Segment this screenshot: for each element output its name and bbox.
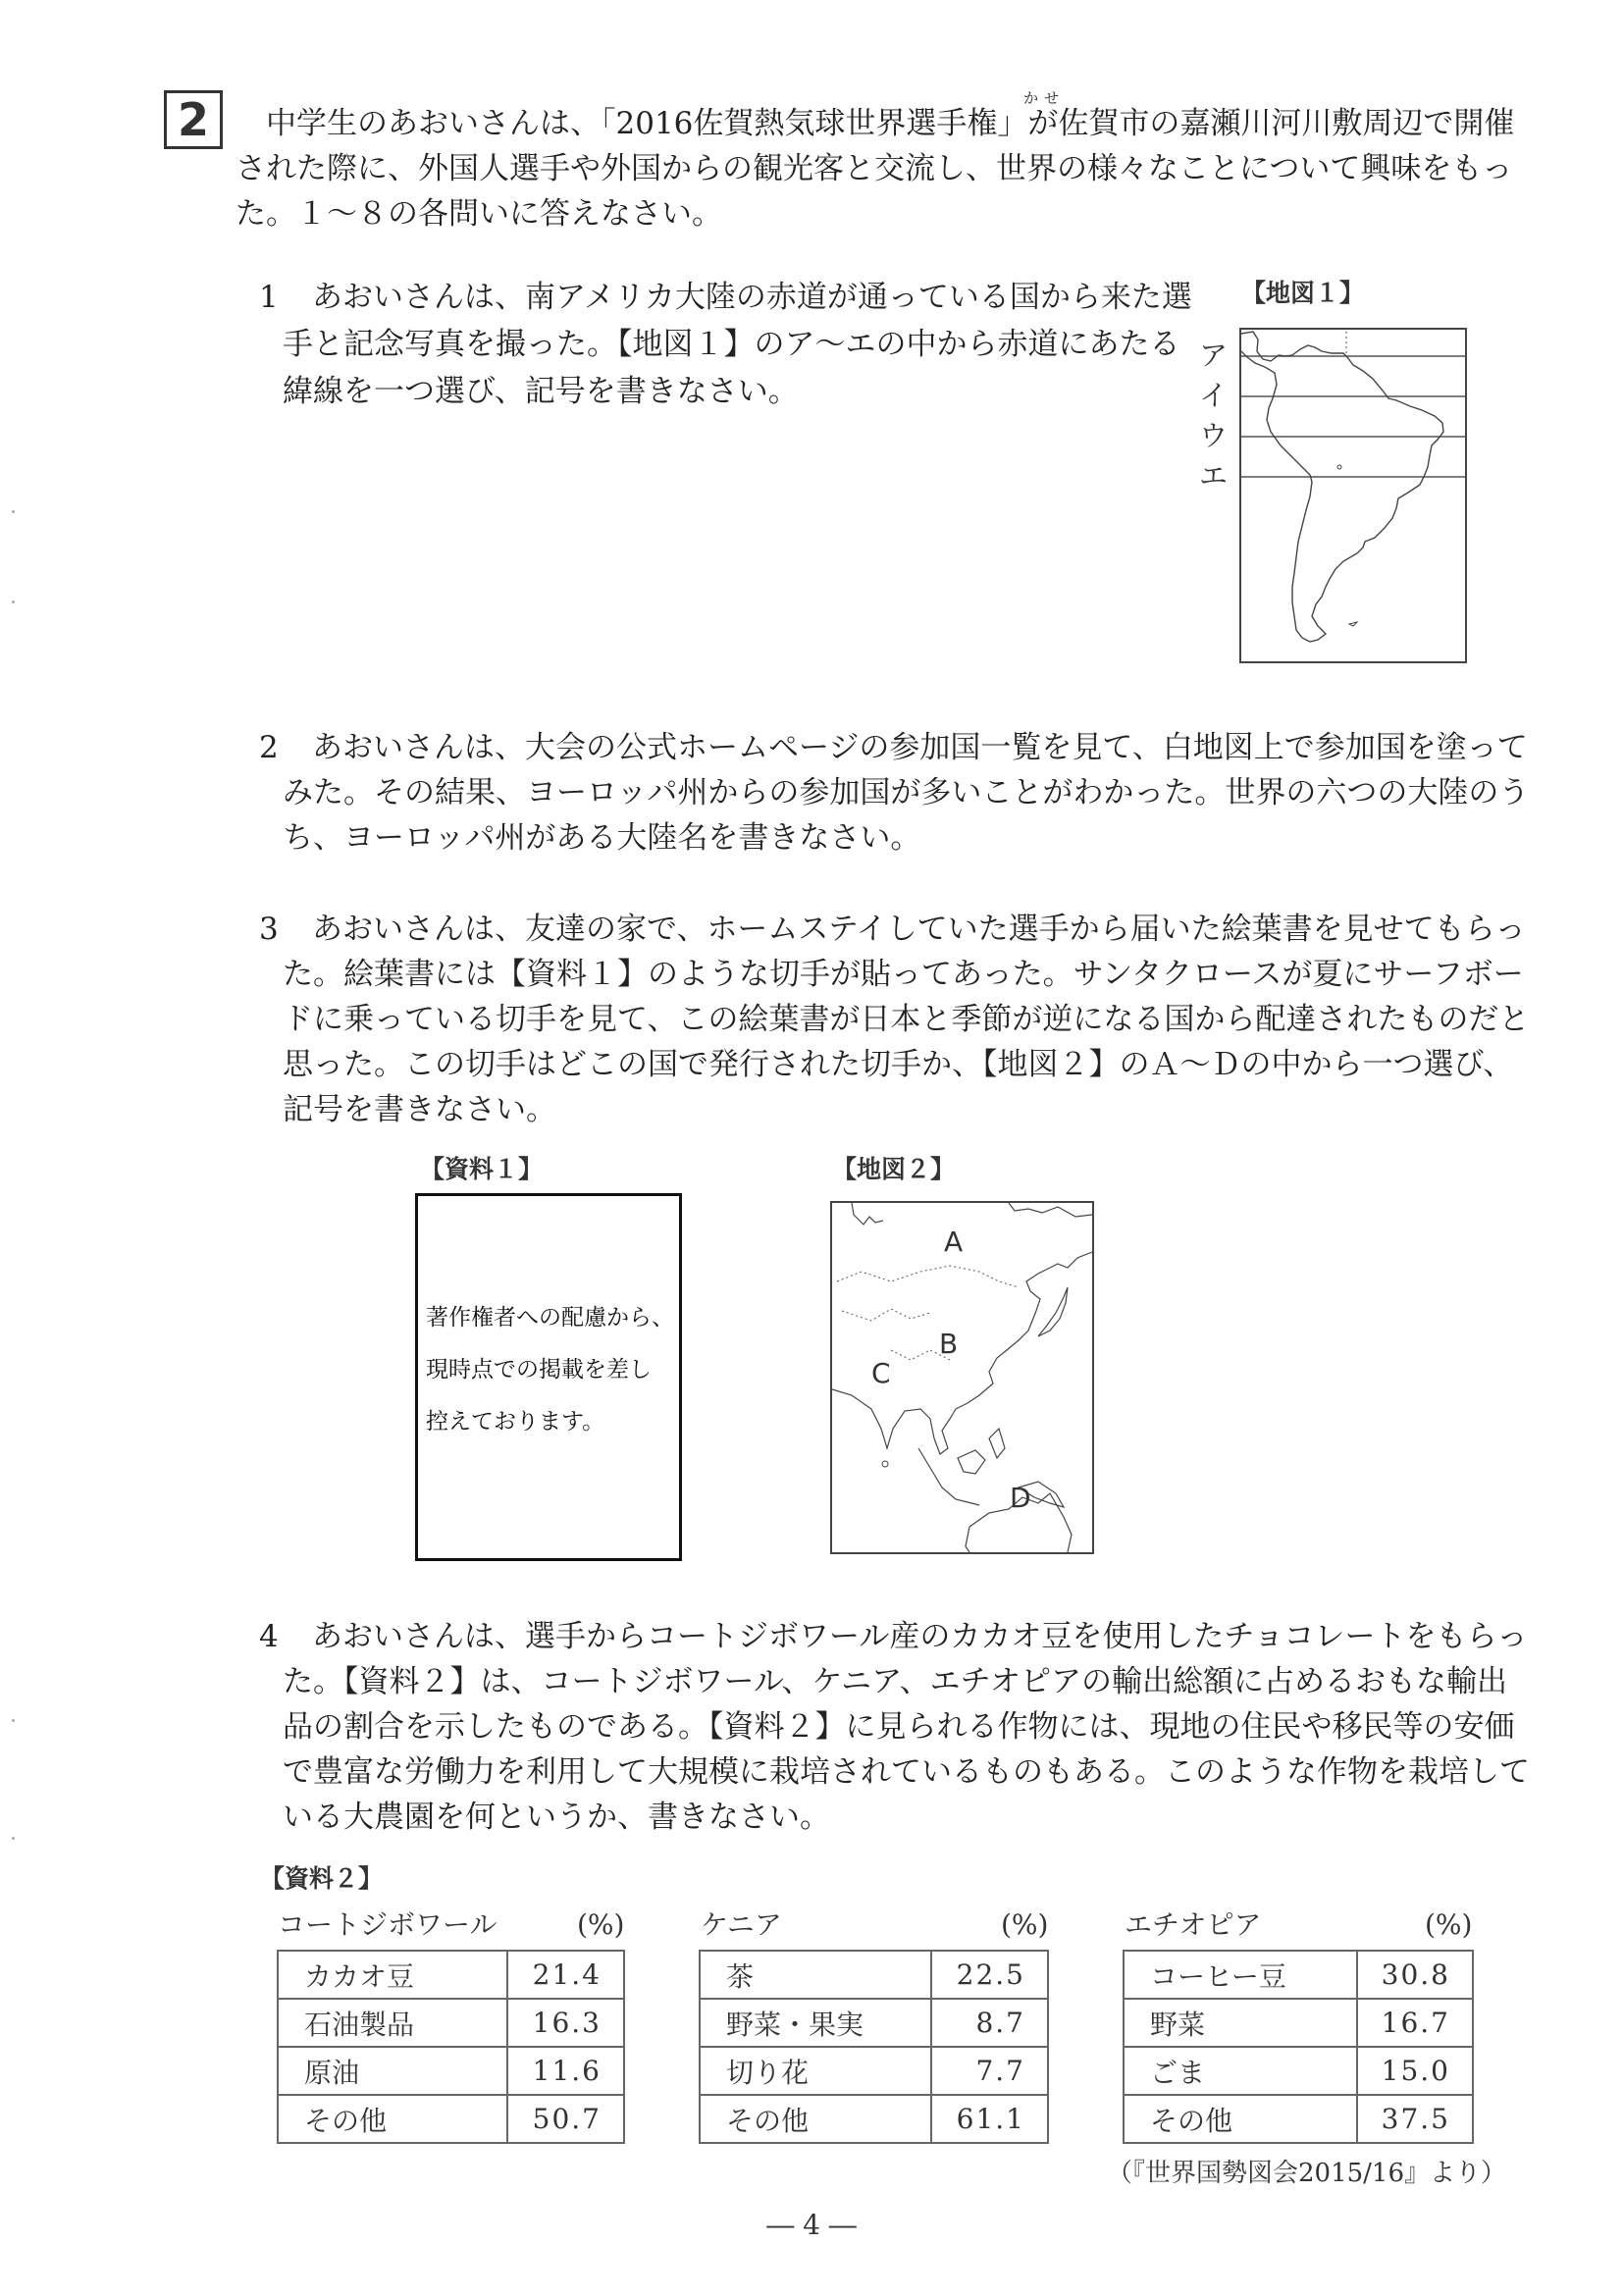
siberia-coast <box>1009 1203 1092 1217</box>
question-number: 3 <box>259 912 279 947</box>
south-america-map-graphic <box>1241 330 1465 661</box>
question-line: 品の割合を示したものである。【資料２】に見られる作物には、現地の住民や移民等の安価 <box>283 1709 1515 1745</box>
export-table-cote-divoire <box>277 1950 625 2144</box>
export-item: 石油製品 <box>278 1999 507 2047</box>
question-line: た。【資料２】は、コートジボワール、ケニア、エチオピアの輸出総額に占めるおもな輸出 <box>283 1664 1508 1699</box>
export-share: 16.7 <box>1357 1999 1473 2047</box>
table-unit: (%) <box>1425 1908 1473 1941</box>
latitude-label-i: イ <box>1199 379 1229 412</box>
borneo <box>958 1450 985 1474</box>
export-item: その他 <box>700 2095 931 2143</box>
table-unit: (%) <box>577 1908 625 1941</box>
map1-label: 【地図１】 <box>1241 279 1365 307</box>
table-row <box>700 1999 1048 2047</box>
sumatra-java <box>918 1448 979 1505</box>
map2-region-c: C <box>871 1357 891 1389</box>
export-item: ごま <box>1124 2047 1357 2095</box>
latitude-label-e: エ <box>1199 459 1229 493</box>
table-row <box>278 1951 624 1999</box>
export-share: 37.5 <box>1357 2095 1473 2143</box>
export-item: 茶 <box>700 1951 931 1999</box>
latitude-label-u: ウ <box>1199 419 1229 452</box>
export-table-kenya <box>699 1950 1049 2144</box>
table-row <box>700 2047 1048 2095</box>
question-line: 記号を書きなさい。 <box>283 1092 556 1127</box>
sri-lanka <box>882 1461 888 1467</box>
export-share: 22.5 <box>931 1951 1048 1999</box>
south-america-coastline <box>1241 332 1443 642</box>
export-share: 61.1 <box>931 2095 1048 2143</box>
table-row <box>1124 1951 1473 1999</box>
export-share: 16.3 <box>507 1999 624 2047</box>
philippines <box>989 1429 1005 1458</box>
question-line: あおいさんは、大会の公式ホームページの参加国一覧を見て、白地図上で参加国を塗って <box>312 730 1528 765</box>
material1-label: 【資料１】 <box>420 1155 544 1183</box>
export-item: その他 <box>278 2095 507 2143</box>
question-number: 4 <box>259 1619 279 1654</box>
table-row <box>278 1999 624 2047</box>
export-share: 15.0 <box>1357 2047 1473 2095</box>
export-item: 切り花 <box>700 2047 931 2095</box>
material2-label: 【資料２】 <box>260 1864 384 1893</box>
question-line: いる大農園を何というか、書きなさい。 <box>283 1800 830 1835</box>
question-line: た。絵葉書には【資料１】のような切手が貼ってあった。サンタクロースが夏にサーフボー <box>283 957 1524 992</box>
falkland-islands <box>1349 622 1357 626</box>
export-table-ethiopia <box>1123 1950 1474 2144</box>
export-share: 11.6 <box>507 2047 624 2095</box>
question-line: ち、ヨーロッパ州がある大陸名を書きなさい。 <box>283 820 921 856</box>
export-item: その他 <box>1124 2095 1357 2143</box>
intro-line: 中学生のあおいさんは、「2016佐賀熱気球世界選手権」が佐賀市の嘉瀬川河川敷周辺で開催 <box>236 106 1515 141</box>
section-number-box: 2 <box>164 90 223 149</box>
export-share: 7.7 <box>931 2047 1048 2095</box>
scan-speck <box>12 510 15 513</box>
export-share: 21.4 <box>507 1951 624 1999</box>
question-line: で豊富な労働力を利用して大規模に栽培されているものもある。このような作物を栽培して <box>283 1754 1530 1790</box>
table-row <box>700 1951 1048 1999</box>
table-row <box>1124 2047 1473 2095</box>
table-row <box>700 2095 1048 2143</box>
question-line: ドに乗っている切手を見て、この絵葉書が日本と季節が逆になる国から配達されたものだと <box>283 1002 1530 1037</box>
table-title-cote-divoire: コートジボワール <box>278 1908 497 1941</box>
export-item: 野菜・果実 <box>700 1999 931 2047</box>
export-share: 30.8 <box>1357 1951 1473 1999</box>
export-item: 野菜 <box>1124 1999 1357 2047</box>
national-borders <box>837 1266 1019 1360</box>
question-line: 手と記念写真を撮った。【地図１】のア～エの中から赤道にあたる <box>283 327 1180 362</box>
export-item: カカオ豆 <box>278 1951 507 1999</box>
export-share: 50.7 <box>507 2095 624 2143</box>
south-asia-coast <box>832 1389 956 1454</box>
export-share: 8.7 <box>931 1999 1048 2047</box>
copyright-notice-line: 著作権者への配慮から、 <box>426 1305 674 1331</box>
question-number: 1 <box>259 280 279 315</box>
intro-line: た。１～８の各問いに答えなさい。 <box>236 196 722 232</box>
question-line: 緯線を一つ選び、記号を書きなさい。 <box>283 374 799 409</box>
data-source-note: （『世界国勢図会2015/16』より） <box>1107 2159 1507 2188</box>
furigana-kase: かせ <box>1023 89 1066 107</box>
lake-titicaca <box>1337 465 1341 469</box>
latitude-label-a: ア <box>1199 339 1229 372</box>
map1-south-america <box>1239 328 1467 663</box>
scan-speck <box>12 600 15 603</box>
japan <box>1038 1287 1068 1336</box>
page-number: ― 4 ― <box>766 2209 857 2241</box>
intro-line: された際に、外国人選手や外国からの観光客と交流し、世界の様々なことについて興味をもっ <box>236 151 1513 186</box>
copyright-notice-line: 現時点での掲載を差し <box>426 1357 652 1383</box>
question-number: 2 <box>259 730 279 765</box>
map2-region-b: B <box>939 1328 959 1360</box>
scan-speck <box>12 1837 15 1840</box>
table-row <box>1124 1999 1473 2047</box>
map2-label: 【地図２】 <box>832 1155 956 1183</box>
east-asia-coast <box>956 1252 1092 1409</box>
table-unit: (%) <box>1001 1908 1049 1941</box>
question-line: みた。その結果、ヨーロッパ州からの参加国が多いことがわかった。世界の六つの大陸のう <box>283 775 1530 810</box>
question-line: あおいさんは、南アメリカ大陸の赤道が通っている国から来た選 <box>312 280 1192 315</box>
arctic-coast <box>852 1203 883 1225</box>
question-line: あおいさんは、選手からコートジボワール産のカカオ豆を使用したチョコレートをもらっ <box>312 1619 1528 1654</box>
scan-speck <box>12 1719 15 1722</box>
question-line: あおいさんは、友達の家で、ホームステイしていた選手から届いた絵葉書を見せてもらっ <box>312 912 1526 947</box>
map2-region-a: A <box>944 1226 964 1258</box>
table-row <box>278 2047 624 2095</box>
table-title-kenya: ケニア <box>701 1908 782 1941</box>
export-item: 原油 <box>278 2047 507 2095</box>
copyright-notice-line: 控えております。 <box>426 1409 605 1435</box>
material1-stamp-placeholder <box>415 1193 682 1561</box>
export-item: コーヒー豆 <box>1124 1951 1357 1999</box>
map2-region-d: D <box>1010 1482 1031 1514</box>
table-row <box>278 2095 624 2143</box>
question-line: 思った。この切手はどこの国で発行された切手か、【地図２】のＡ～Ｄの中から一つ選び、 <box>283 1047 1514 1082</box>
table-title-ethiopia: エチオピア <box>1125 1908 1262 1941</box>
table-row <box>1124 2095 1473 2143</box>
